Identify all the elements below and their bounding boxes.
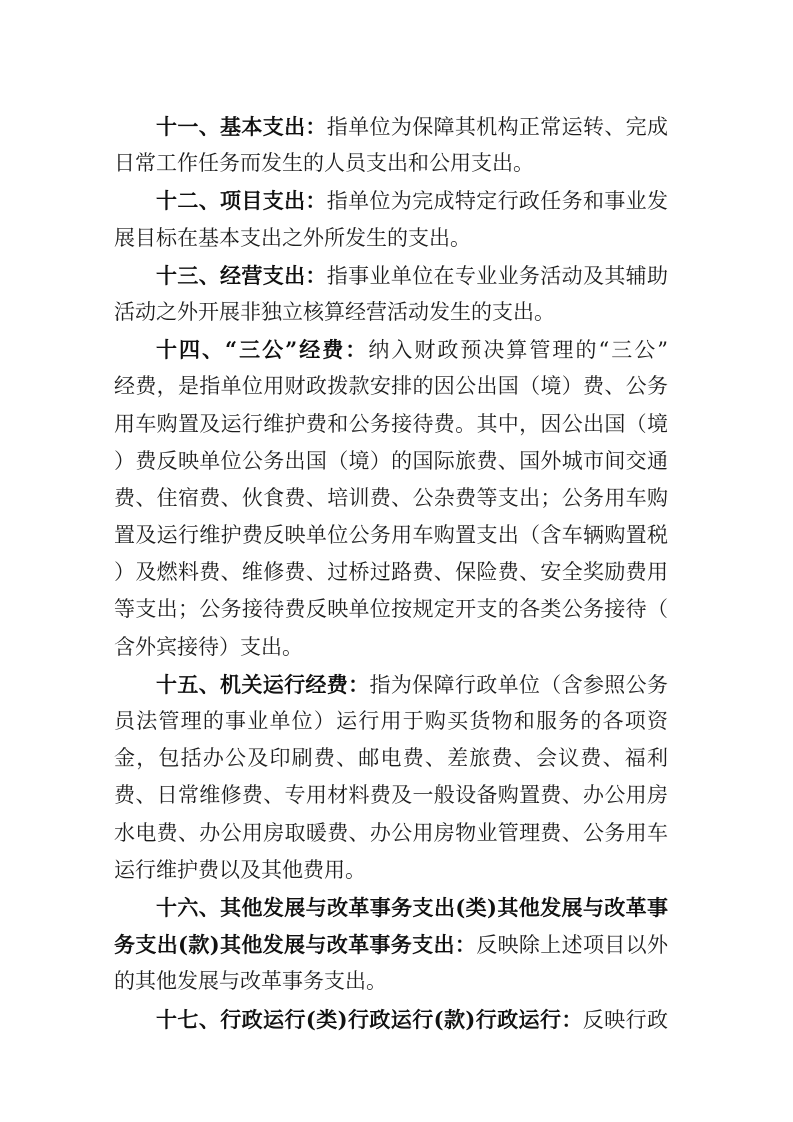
- line-text: 日常工作任务而发生的人员支出和公用支出。: [114, 151, 534, 176]
- line-text: 水电费、办公用房取暖费、办公用房物业管理费、公务用车: [114, 820, 668, 845]
- line-text: 反映除上述项目以外: [476, 933, 668, 958]
- text-line: [114, 666, 668, 703]
- paragraph-heading: 十五、机关运行经费：: [156, 671, 370, 697]
- text-line: [114, 1001, 668, 1038]
- line-text: 等支出；公务接待费反映单位按规定开支的各类公务接待（: [114, 597, 668, 622]
- text-line: [114, 257, 668, 294]
- paragraph-heading: 十六、其他发展与改革事务支出(类)其他发展与改革事: [156, 894, 668, 920]
- line-text: 用车购置及运行维护费和公务接待费。其中，因公出国（境: [114, 411, 668, 436]
- line-text: 纳入财政预决算管理的“三公”: [368, 338, 668, 363]
- text-line: [114, 963, 668, 1000]
- paragraph-heading: 十七、行政运行(类)行政运行(款)行政运行：: [156, 1006, 583, 1032]
- line-text: 费、住宿费、伙食费、培训费、公杂费等支出；公务用车购: [114, 485, 668, 510]
- paragraph: [114, 889, 668, 1001]
- text-line: [114, 145, 668, 182]
- line-text: ）及燃料费、维修费、过桥过路费、保险费、安全奖励费用: [114, 560, 668, 585]
- text-line: [114, 740, 668, 777]
- line-text: 运行维护费以及其他费用。: [114, 857, 366, 882]
- text-line: [114, 554, 668, 591]
- line-text: 费、日常维修费、专用材料费及一般设备购置费、办公用房: [114, 783, 668, 808]
- paragraph-heading: 十二、项目支出：: [156, 188, 327, 214]
- line-text: 置及运行维护费反映单位公务用车购置支出（含车辆购置税: [114, 523, 668, 548]
- text-line: [114, 926, 668, 963]
- paragraph: [114, 331, 668, 666]
- text-line: [114, 889, 668, 926]
- line-text: 指单位为完成特定行政任务和事业发: [326, 189, 668, 214]
- paragraph: [114, 182, 668, 256]
- line-text: 员法管理的事业单位）运行用于购买货物和服务的各项资: [114, 709, 668, 733]
- paragraph-heading: 务支出(款)其他发展与改革事务支出：: [114, 932, 477, 958]
- paragraph: [114, 257, 668, 331]
- text-line: [114, 703, 668, 740]
- paragraph: [114, 666, 668, 889]
- text-line: [114, 777, 668, 814]
- text-line: [114, 443, 668, 480]
- line-text: 活动之外开展非独立核算经营活动发生的支出。: [114, 299, 555, 324]
- document-body: [114, 108, 668, 1038]
- text-line: [114, 852, 668, 889]
- paragraph-heading: 十四、“三公”经费：: [156, 337, 369, 363]
- paragraph-heading: 十一、基本支出：: [156, 114, 327, 139]
- line-text: 指事业单位在专业业务活动及其辅助: [326, 263, 668, 288]
- text-line: [114, 220, 668, 257]
- text-line: [114, 815, 668, 852]
- text-line: [114, 368, 668, 405]
- line-text: 展目标在基本支出之外所发生的支出。: [114, 225, 471, 250]
- text-line: [114, 331, 668, 368]
- line-text: 的其他发展与改革事务支出。: [114, 969, 387, 994]
- paragraph: [114, 108, 668, 182]
- text-line: [114, 406, 668, 443]
- line-text: 指为保障行政单位（含参照公务: [369, 672, 668, 697]
- line-text: 金，包括办公及印刷费、邮电费、差旅费、会议费、福利: [114, 746, 668, 771]
- line-text: 含外宾接待）支出。: [114, 634, 303, 659]
- text-line: [114, 182, 668, 219]
- text-line: [114, 294, 668, 331]
- line-text: ）费反映单位公务出国（境）的国际旅费、国外城市间交通: [114, 448, 668, 473]
- line-text: 经费，是指单位用财政拨款安排的因公出国（境）费、公务: [114, 374, 668, 399]
- paragraph: [114, 1001, 668, 1038]
- text-line: [114, 108, 668, 145]
- line-text: 反映行政: [582, 1007, 668, 1032]
- text-line: [114, 591, 668, 628]
- text-line: [114, 480, 668, 517]
- line-text: 指单位为保障其机构正常运转、完成: [326, 115, 668, 139]
- paragraph-heading: 十三、经营支出：: [156, 262, 327, 288]
- text-line: [114, 629, 668, 666]
- text-line: [114, 517, 668, 554]
